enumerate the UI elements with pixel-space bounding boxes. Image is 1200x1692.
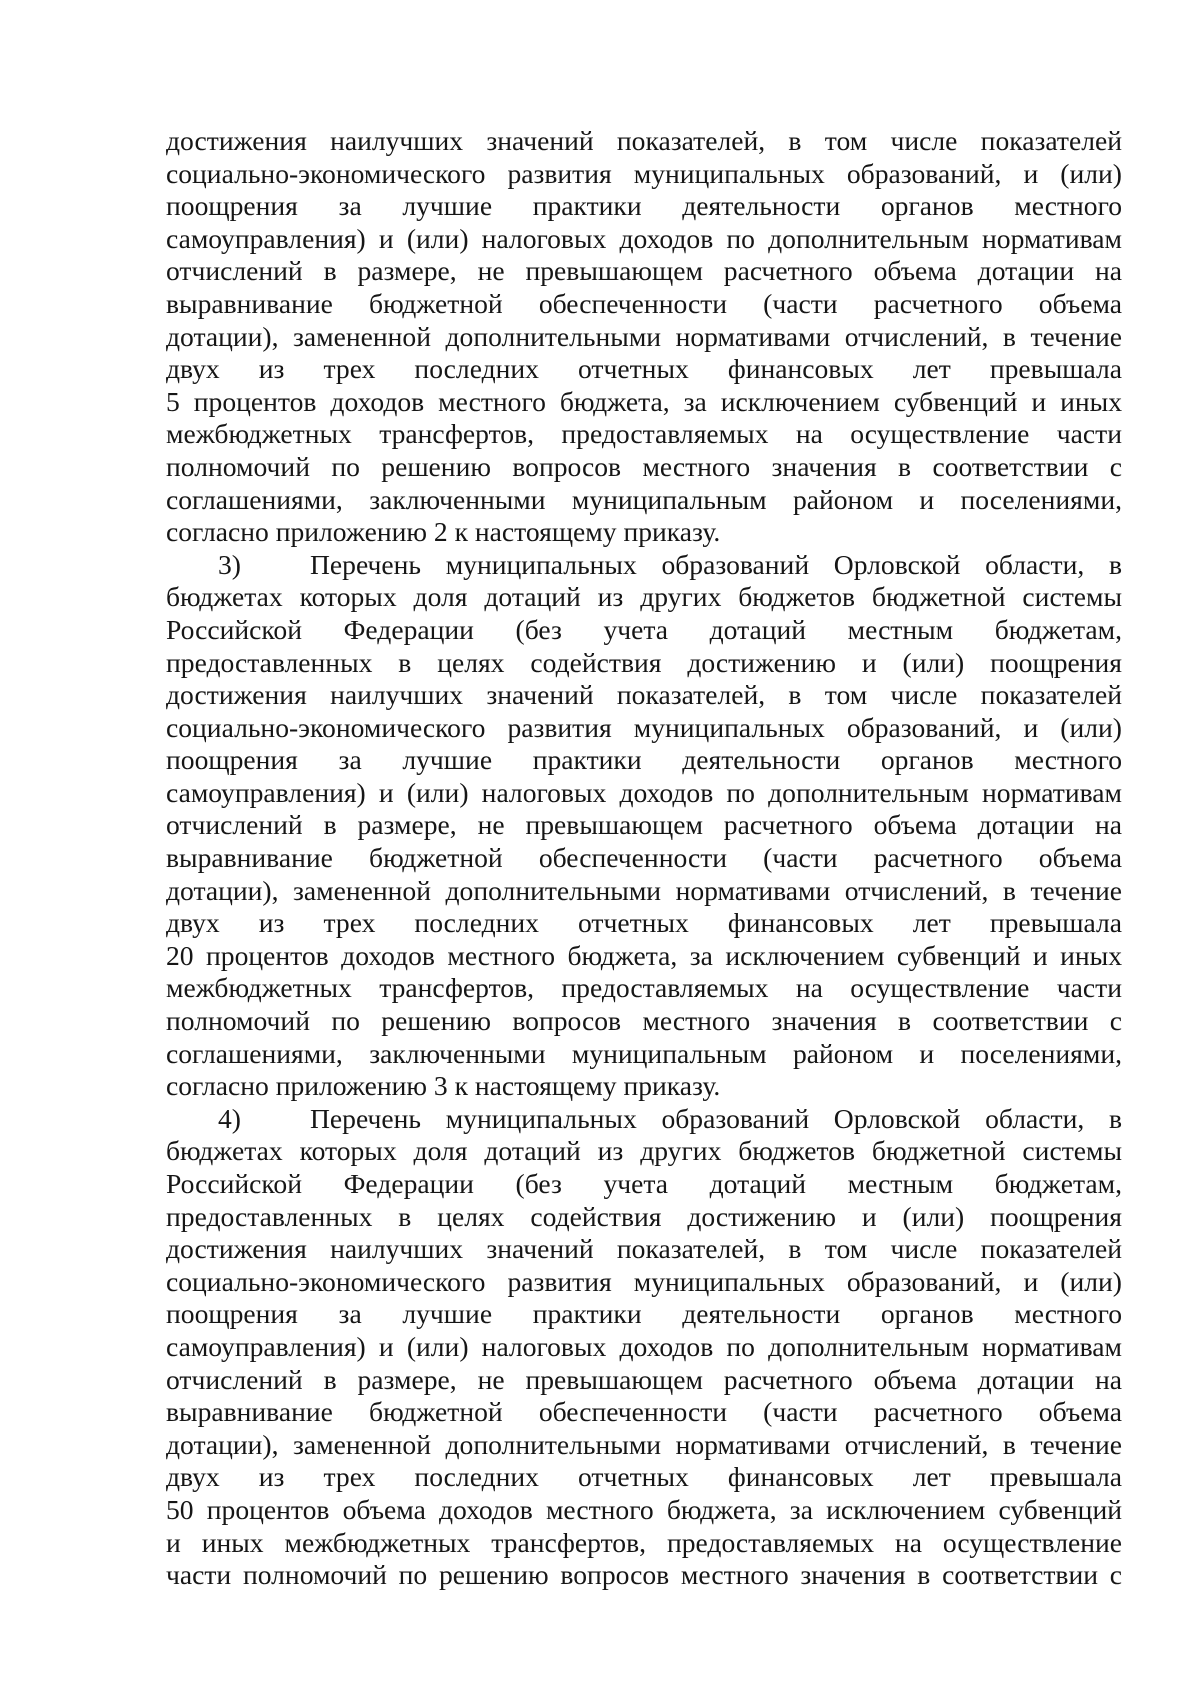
text-line: межбюджетных трансфертов, предоставляемых на осуществление части [166, 972, 1122, 1004]
text-line: согласно приложению 2 к настоящему приказу. [166, 516, 721, 548]
text-line: социально-экономического развития муниципальных образований, и (или) [166, 711, 1122, 743]
paragraph-continuation [166, 125, 1122, 549]
text-line: отчислений в размере, не превышающем расчетного объема дотации на [166, 1363, 1122, 1395]
text-line: бюджетах которых доля дотаций из других бюджетов бюджетной системы [166, 1135, 1122, 1167]
paragraph-item-4 [166, 1103, 1122, 1592]
text-line-first [166, 549, 1122, 582]
text-line: Перечень муниципальных образований Орловской области, в [310, 548, 1122, 580]
text-line: дотации), замененной дополнительными нормативами отчислений, в течение [166, 1428, 1122, 1460]
text-line: достижения наилучших значений показателей, в том числе показателей [166, 1233, 1122, 1265]
text-line: самоуправления) и (или) налоговых доходов по дополнительным нормативам [166, 222, 1122, 254]
text-line: социально-экономического развития муниципальных образований, и (или) [166, 157, 1122, 189]
text-line: предоставленных в целях содействия достижению и (или) поощрения [166, 646, 1122, 678]
text-line: полномочий по решению вопросов местного значения в соответствии с [166, 450, 1122, 482]
text-line: двух из трех последних отчетных финансовых лет превышала [166, 353, 1122, 385]
text-line: части полномочий по решению вопросов местного значения в соответствии с [166, 1559, 1122, 1591]
text-line: выравнивание бюджетной обеспеченности (части расчетного объема [166, 287, 1122, 319]
item-number: 3) [218, 548, 241, 580]
text-line: поощрения за лучшие практики деятельности органов местного [166, 190, 1122, 222]
text-line: социально-экономического развития муниципальных образований, и (или) [166, 1265, 1122, 1297]
text-line: 5 процентов доходов местного бюджета, за исключением субвенций и иных [166, 385, 1122, 417]
text-line: дотации), замененной дополнительными нормативами отчислений, в течение [166, 320, 1122, 352]
text-line: полномочий по решению вопросов местного значения в соответствии с [166, 1005, 1122, 1037]
text-line: выравнивание бюджетной обеспеченности (части расчетного объема [166, 842, 1122, 874]
text-line: достижения наилучших значений показателей, в том числе показателей [166, 125, 1122, 156]
document-body [166, 125, 1122, 1592]
text-line: поощрения за лучшие практики деятельности органов местного [166, 1298, 1122, 1330]
text-line: достижения наилучших значений показателей, в том числе показателей [166, 679, 1122, 711]
text-line: Перечень муниципальных образований Орловской области, в [310, 1102, 1122, 1134]
text-line: соглашениями, заключенными муниципальным районом и поселениями, [166, 1037, 1122, 1069]
text-line: и иных межбюджетных трансфертов, предоставляемых на осуществление [166, 1526, 1122, 1558]
paragraph-item-3 [166, 549, 1122, 1103]
text-line: 20 процентов доходов местного бюджета, за исключением субвенций и иных [166, 939, 1122, 971]
text-line: соглашениями, заключенными муниципальным районом и поселениями, [166, 483, 1122, 515]
text-line: отчислений в размере, не превышающем расчетного объема дотации на [166, 255, 1122, 287]
text-line: Российской Федерации (без учета дотаций местным бюджетам, [166, 613, 1122, 645]
text-line: самоуправления) и (или) налоговых доходов по дополнительным нормативам [166, 776, 1122, 808]
text-line: Российской Федерации (без учета дотаций местным бюджетам, [166, 1168, 1122, 1199]
text-line: межбюджетных трансфертов, предоставляемых на осуществление части [166, 418, 1122, 450]
text-line: дотации), замененной дополнительными нормативами отчислений, в течение [166, 874, 1122, 906]
text-line: поощрения за лучшие практики деятельности органов местного [166, 744, 1122, 776]
text-line: двух из трех последних отчетных финансовых лет превышала [166, 907, 1122, 939]
text-line-first [166, 1103, 1122, 1136]
item-number: 4) [218, 1102, 241, 1134]
text-line: двух из трех последних отчетных финансовых лет превышала [166, 1461, 1122, 1493]
text-line: бюджетах которых доля дотаций из других бюджетов бюджетной системы [166, 581, 1122, 613]
text-line: 50 процентов объема доходов местного бюджета, за исключением субвенций [166, 1493, 1122, 1525]
text-line: самоуправления) и (или) налоговых доходов по дополнительным нормативам [166, 1330, 1122, 1362]
text-line: отчислений в размере, не превышающем расчетного объема дотации на [166, 809, 1122, 841]
text-line: выравнивание бюджетной обеспеченности (части расчетного объема [166, 1396, 1122, 1428]
text-line: предоставленных в целях содействия достижению и (или) поощрения [166, 1200, 1122, 1232]
text-line: согласно приложению 3 к настоящему приказу. [166, 1070, 721, 1102]
